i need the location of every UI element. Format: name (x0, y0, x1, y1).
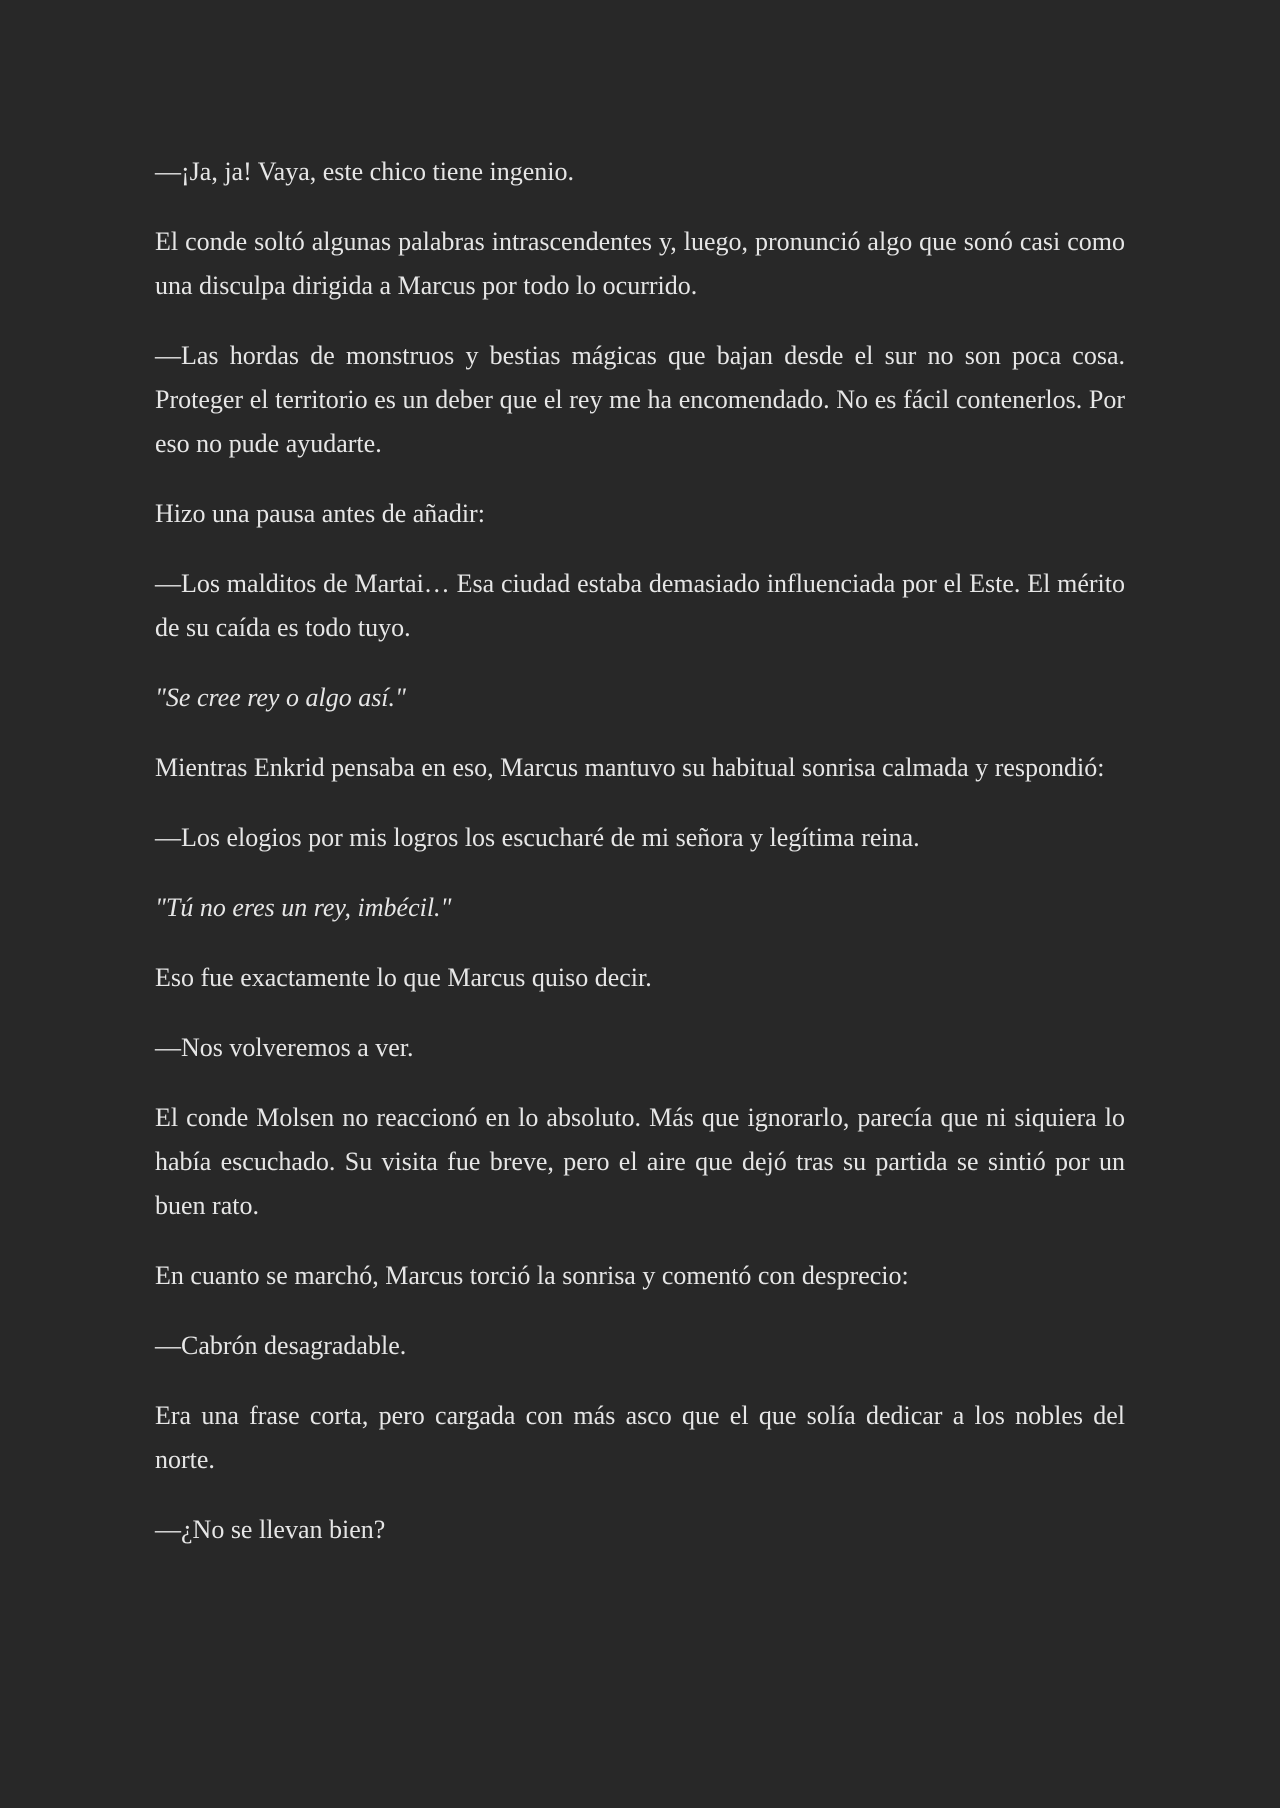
paragraph: —Nos volveremos a ver. (155, 1033, 414, 1062)
paragraph: —¡Ja, ja! Vaya, este chico tiene ingenio. (155, 157, 574, 186)
paragraph: Era una frase corta, pero cargada con más asco que el que solía dedicar a los nobles del norte. (155, 1401, 1125, 1474)
paragraph: El conde Molsen no reaccionó en lo absoluto. Más que ignorarlo, parecía que ni siquiera lo había escuchado. Su visita fue breve, pero el aire que dejó tras su partida se sintió por un buen rato. (155, 1103, 1125, 1220)
paragraph: —¿No se llevan bien? (155, 1515, 386, 1544)
paragraph: Mientras Enkrid pensaba en eso, Marcus mantuvo su habitual sonrisa calmada y respondió: (155, 753, 1105, 782)
paragraph: —Cabrón desagradable. (155, 1331, 407, 1360)
paragraph: —Los malditos de Martai… Esa ciudad estaba demasiado influenciada por el Este. El mérito de su caída es todo tuyo. (155, 569, 1125, 642)
paragraph: El conde soltó algunas palabras intrascendentes y, luego, pronunció algo que sonó casi como una disculpa dirigida a Marcus por todo lo ocurrido. (155, 227, 1125, 300)
chapter-text (155, 150, 1125, 1552)
paragraph: Hizo una pausa antes de añadir: (155, 499, 485, 528)
paragraph: En cuanto se marchó, Marcus torció la sonrisa y comentó con desprecio: (155, 1261, 909, 1290)
paragraph: Eso fue exactamente lo que Marcus quiso decir. (155, 963, 652, 992)
paragraph: —Los elogios por mis logros los escucharé de mi señora y legítima reina. (155, 823, 920, 852)
paragraph: —Las hordas de monstruos y bestias mágicas que bajan desde el sur no son poca cosa. Proteger el territorio es un deber que el rey me ha encomendado. No es fácil contenerlos. Por eso no pude ayudarte. (155, 341, 1125, 458)
thought-paragraph: "Tú no eres un rey, imbécil." (155, 893, 452, 922)
thought-paragraph: "Se cree rey o algo así." (155, 683, 406, 712)
